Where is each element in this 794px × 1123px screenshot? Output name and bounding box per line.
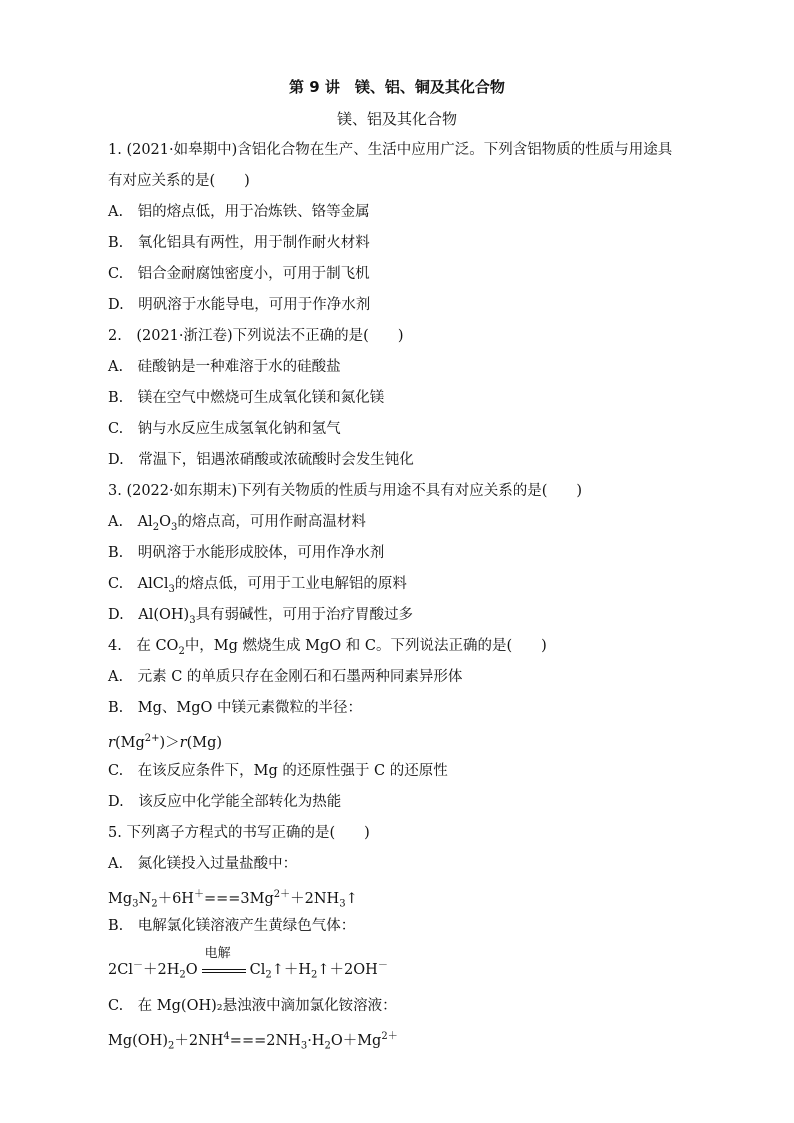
eq-b-p4: Cl — [249, 961, 266, 978]
q3-a-mid: O — [159, 514, 171, 530]
q4-b-r: r — [108, 734, 115, 751]
q1-stem-line2: 有对应关系的是( ) — [108, 173, 250, 189]
eq-a-s2: 2 — [151, 898, 158, 910]
eq-c-p1: Mg(OH) — [108, 1032, 168, 1049]
eq-a-p6: ↑ — [345, 890, 358, 907]
q3-a-sub1: 2 — [152, 521, 160, 533]
eq-a-p5: ＋2NH — [290, 890, 340, 907]
q4-option-b-formula — [108, 729, 222, 753]
section-heading: 镁、铝及其化合物 — [336, 110, 457, 128]
q4-stem-sub: 2 — [178, 645, 185, 657]
eq-c-p3: ===2NH — [229, 1032, 301, 1049]
q4-stem — [108, 636, 547, 662]
eq-a-p4: ===3Mg — [203, 890, 274, 907]
eq-c-s1: 2 — [167, 1040, 175, 1052]
eq-b-s1: 2 — [179, 969, 186, 981]
q4-option-b: B. Mg、MgO 中镁元素微粒的半径： — [108, 700, 363, 716]
q4-b-sup: 2+ — [144, 733, 160, 744]
q4-stem-prefix: 4. 在 CO — [108, 638, 179, 654]
eq-b-sp2: － — [377, 960, 388, 971]
q2-option-a: A. 硅酸钠是一种难溶于水的硅酸盐 — [108, 359, 341, 375]
q3-d-sub: 3 — [189, 614, 196, 626]
q4-stem-rest: 中，Mg 燃烧生成 MgO 和 C。下列说法正确的是( ) — [184, 638, 547, 654]
q4-b-c: (Mg) — [186, 734, 223, 751]
q3-a-prefix: A. Al — [108, 514, 153, 530]
eq-b-p6: ↑＋2OH — [317, 961, 378, 978]
q1-option-d: D. 明矾溶于水能导电，可用于作净水剂 — [108, 297, 371, 313]
q2-stem: 2. (2021·浙江卷)下列说法不正确的是( ) — [108, 328, 404, 344]
q5-option-c: C. 在 Mg(OH)₂悬浊液中滴加氯化铵溶液： — [108, 998, 397, 1014]
q5-stem: 5. 下列离子方程式的书写正确的是( ) — [108, 825, 370, 841]
q5-option-b-equation — [108, 945, 388, 986]
eq-b-p1: 2Cl — [108, 961, 133, 978]
q4-b-a: (Mg — [114, 734, 145, 751]
eq-a-p1: Mg — [108, 890, 133, 907]
eq-c-s3: 2 — [324, 1040, 331, 1052]
eq-b-p2: ＋2H — [142, 961, 180, 978]
q2-option-c: C. 钠与水反应生成氢氧化钠和氢气 — [108, 421, 341, 437]
reaction-condition-arrow — [202, 945, 246, 980]
q4-option-d: D. 该反应中化学能全部转化为热能 — [108, 794, 342, 810]
q1-option-a: A. 铝的熔点低，用于冶炼铁、铬等金属 — [108, 204, 370, 220]
q3-a-rest: 的熔点高，可用作耐高温材料 — [177, 514, 366, 530]
q4-option-a: A. 元素 C 的单质只存在金刚石和石墨两种同素异形体 — [108, 669, 463, 685]
eq-b-p3: O — [185, 961, 198, 978]
q3-stem: 3. (2022·如东期末)下列有关物质的性质与用途不具有对应关系的是( ) — [108, 483, 583, 499]
q4-option-c: C. 在该反应条件下，Mg 的还原性强于 C 的还原性 — [108, 763, 448, 779]
equals-sign-bar — [202, 969, 246, 973]
q1-option-b: B. 氧化铝具有两性，用于制作耐火材料 — [108, 235, 370, 251]
q5-option-c-equation — [108, 1027, 398, 1057]
q4-b-r2: r — [179, 734, 187, 751]
eq-c-p4: ·H — [307, 1032, 325, 1049]
q2-option-b: B. 镁在空气中燃烧可生成氧化镁和氮化镁 — [108, 390, 385, 406]
reaction-condition-text: 电解 — [204, 945, 231, 961]
q3-option-b: B. 明矾溶于水能形成胶体，可用作净水剂 — [108, 545, 385, 561]
q5-option-a-equation — [108, 885, 358, 915]
eq-a-p2: N — [138, 890, 152, 907]
q2-option-d: D. 常温下，铝遇浓硝酸或浓硫酸时会发生钝化 — [108, 452, 414, 468]
q4-b-b: )＞ — [159, 734, 180, 751]
eq-c-p2: ＋2NH — [174, 1032, 224, 1049]
q3-c-sub: 3 — [168, 583, 175, 595]
q1-option-c: C. 铝合金耐腐蚀密度小，可用于制飞机 — [108, 266, 370, 282]
q1-stem-line1: 1. (2021·如皋期中)含铝化合物在生产、生活中应用广泛。下列含铝物质的性质与用途具 — [108, 142, 673, 158]
eq-a-sp2: 2＋ — [273, 889, 291, 900]
q3-a-sub2: 3 — [170, 521, 178, 533]
q5-option-b: B. 电解氯化镁溶液产生黄绿色气体： — [108, 918, 356, 934]
eq-b-sp1: － — [132, 960, 143, 971]
eq-c-p5: O＋Mg — [330, 1032, 382, 1049]
eq-c-s2: 3 — [300, 1040, 308, 1052]
q3-option-a — [108, 512, 366, 538]
eq-c-sp2: 2＋ — [381, 1031, 398, 1042]
q3-d-prefix: D. Al(OH) — [108, 607, 190, 623]
q3-c-rest: 的熔点低，可用于工业电解铝的原料 — [174, 576, 407, 592]
eq-a-s1: 3 — [132, 898, 139, 910]
eq-b-s3: 2 — [311, 969, 318, 981]
q3-option-c — [108, 574, 407, 600]
q3-option-d — [108, 605, 413, 631]
eq-a-sp1: ＋ — [193, 889, 204, 900]
page-title: 第 9 讲 镁、铝、铜及其化合物 — [289, 78, 505, 96]
eq-b-p5: ↑＋H — [271, 961, 312, 978]
eq-b-s2: 2 — [265, 969, 272, 981]
q5-option-a: A. 氮化镁投入过量盐酸中： — [108, 856, 298, 872]
eq-a-p3: ＋6H — [157, 890, 194, 907]
eq-c-sp1: 4 — [223, 1031, 230, 1042]
q3-c-prefix: C. AlCl — [108, 576, 169, 592]
eq-a-s3: 3 — [339, 898, 346, 910]
q3-d-rest: 具有弱碱性，可用于治疗胃酸过多 — [195, 607, 414, 623]
